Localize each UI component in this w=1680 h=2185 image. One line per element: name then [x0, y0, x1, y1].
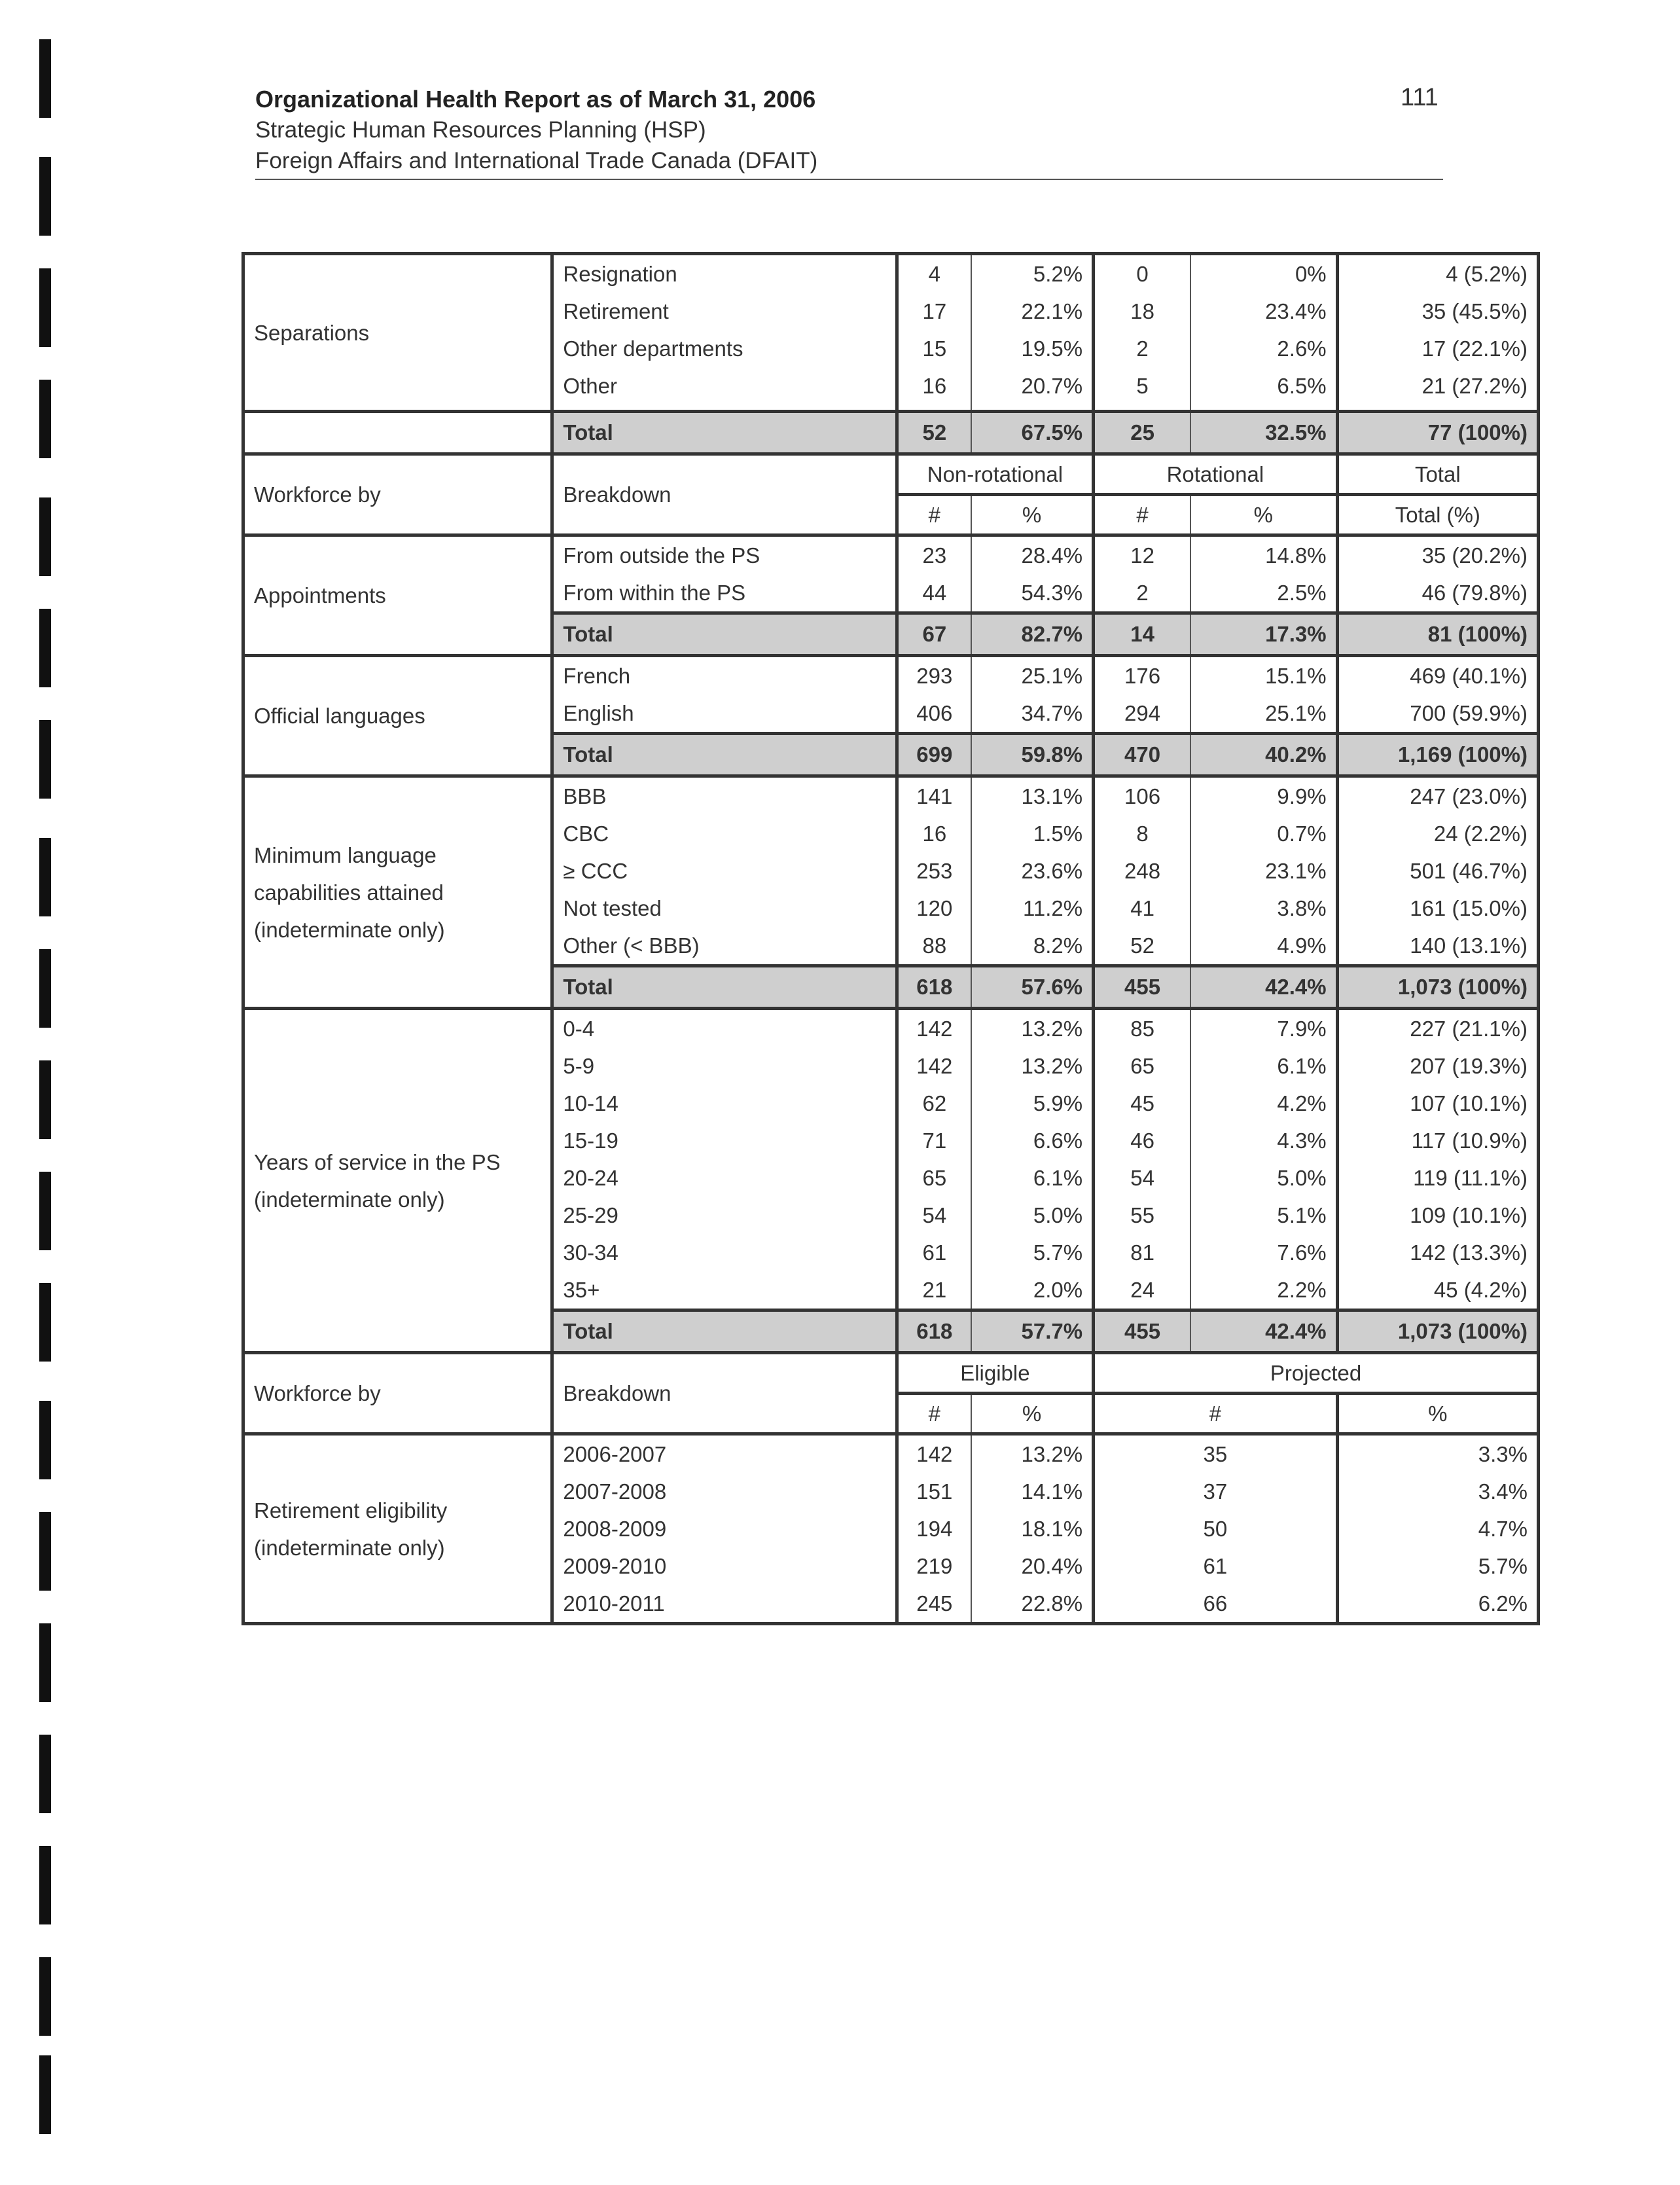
section-label-line: Separations: [254, 320, 370, 345]
breakdown-cell: From within the PS: [552, 574, 897, 613]
count-cell: 245: [897, 1585, 971, 1624]
total-percent: 57.7%: [971, 1310, 1094, 1353]
count-cell: 52: [1094, 927, 1190, 966]
total-count: 618: [897, 966, 971, 1009]
binding-hole: [39, 1060, 51, 1139]
page-header: [255, 84, 1443, 180]
breakdown-cell: Retirement: [552, 293, 897, 330]
page-number: 111: [1401, 84, 1439, 111]
section-label: [243, 535, 552, 656]
total-cell: 700 (59.9%): [1337, 695, 1538, 734]
percent-cell: 5.0%: [971, 1197, 1094, 1234]
percent-cell: 13.2%: [971, 1047, 1094, 1085]
total-cell: 46 (79.8%): [1337, 574, 1538, 613]
binding-hole: [39, 497, 51, 576]
percent-cell: 8.2%: [971, 927, 1094, 966]
binding-hole: [39, 157, 51, 236]
total-cell: 107 (10.1%): [1337, 1085, 1538, 1122]
table-row: [243, 776, 1539, 816]
total-cell: 161 (15.0%): [1337, 890, 1538, 927]
total-percent: 42.4%: [1190, 966, 1337, 1009]
breakdown-cell: 20-24: [552, 1159, 897, 1197]
gap-cell: [1094, 405, 1190, 412]
count-cell: 44: [897, 574, 971, 613]
section-label: [243, 1009, 552, 1353]
count-cell: 54: [897, 1197, 971, 1234]
percent-cell: 1.5%: [971, 815, 1094, 852]
percent-cell: 4.2%: [1190, 1085, 1337, 1122]
total-cell: 35 (45.5%): [1337, 293, 1538, 330]
percent-cell: 4.7%: [1337, 1510, 1538, 1547]
percent-cell: 9.9%: [1190, 776, 1337, 816]
section-label: [243, 254, 552, 412]
percent-cell: 6.6%: [971, 1122, 1094, 1159]
count-cell: 253: [897, 852, 971, 890]
breakdown-cell: English: [552, 695, 897, 734]
total-cell: 21 (27.2%): [1337, 367, 1538, 405]
count-cell: 142: [897, 1009, 971, 1048]
empty-cell: [243, 412, 552, 454]
percent-cell: 5.0%: [1190, 1159, 1337, 1197]
total-count: 455: [1094, 966, 1190, 1009]
report-title: Organizational Health Report as of March 31, 2006: [255, 86, 816, 113]
table-row: [243, 535, 1539, 575]
total-row: [243, 412, 1539, 454]
breakdown-cell: Other (< BBB): [552, 927, 897, 966]
percent-cell: 23.1%: [1190, 852, 1337, 890]
total-count: 25: [1094, 412, 1190, 454]
binding-hole: [39, 268, 51, 347]
breakdown-cell: BBB: [552, 776, 897, 816]
binding-hole: [39, 949, 51, 1028]
count-cell: 106: [1094, 776, 1190, 816]
total-cell: 45 (4.2%): [1337, 1271, 1538, 1310]
percent-cell: 20.7%: [971, 367, 1094, 405]
total-label: Total: [552, 966, 897, 1009]
percent-cell: 20.4%: [971, 1547, 1094, 1585]
binding-hole: [39, 1957, 51, 2036]
total-total: 81 (100%): [1337, 613, 1538, 656]
total-cell: 17 (22.1%): [1337, 330, 1538, 367]
section-label-line: Minimum language: [254, 842, 437, 867]
total-count: 618: [897, 1310, 971, 1353]
total-cell: 109 (10.1%): [1337, 1197, 1538, 1234]
count-cell: 0: [1094, 254, 1190, 293]
header-breakdown: Breakdown: [552, 454, 897, 535]
header-percent: %: [971, 1394, 1094, 1434]
section-label-line: (indeterminate only): [254, 917, 445, 942]
percent-cell: 6.5%: [1190, 367, 1337, 405]
percent-cell: 13.1%: [971, 776, 1094, 816]
count-cell: 141: [897, 776, 971, 816]
total-count: 67: [897, 613, 971, 656]
total-percent: 57.6%: [971, 966, 1094, 1009]
section-label-line: Appointments: [254, 583, 386, 607]
total-cell: 117 (10.9%): [1337, 1122, 1538, 1159]
header-total-percent: Total (%): [1337, 495, 1538, 535]
total-percent: 17.3%: [1190, 613, 1337, 656]
count-cell: 293: [897, 656, 971, 695]
header-breakdown: Breakdown: [552, 1353, 897, 1434]
count-cell: 54: [1094, 1159, 1190, 1197]
section-label: [243, 656, 552, 776]
count-cell: 88: [897, 927, 971, 966]
percent-cell: 23.4%: [1190, 293, 1337, 330]
percent-cell: 2.6%: [1190, 330, 1337, 367]
percent-cell: 5.7%: [971, 1234, 1094, 1271]
percent-cell: 22.1%: [971, 293, 1094, 330]
breakdown-cell: CBC: [552, 815, 897, 852]
breakdown-cell: 35+: [552, 1271, 897, 1310]
gap-cell: [1337, 405, 1538, 412]
gap-cell: [971, 405, 1094, 412]
total-count: 52: [897, 412, 971, 454]
percent-cell: 25.1%: [1190, 695, 1337, 734]
count-cell: 62: [897, 1085, 971, 1122]
binding-hole: [39, 1846, 51, 1924]
binding-hole: [39, 1283, 51, 1362]
total-count: 14: [1094, 613, 1190, 656]
count-cell: 194: [897, 1510, 971, 1547]
count-cell: 16: [897, 367, 971, 405]
header-eligible: Eligible: [897, 1353, 1093, 1394]
header-percent: %: [1190, 495, 1337, 535]
percent-cell: 6.1%: [1190, 1047, 1337, 1085]
binding-hole: [39, 39, 51, 118]
breakdown-cell: 0-4: [552, 1009, 897, 1048]
column-header-row: [243, 1353, 1539, 1394]
total-count: 455: [1094, 1310, 1190, 1353]
total-label: Total: [552, 412, 897, 454]
percent-cell: 5.9%: [971, 1085, 1094, 1122]
binding-hole: [39, 720, 51, 799]
section-label: [243, 776, 552, 1009]
section-label-line: (indeterminate only): [254, 1187, 445, 1212]
total-cell: 4 (5.2%): [1337, 254, 1538, 293]
percent-cell: 2.5%: [1190, 574, 1337, 613]
gap-cell: [897, 405, 971, 412]
count-cell: 50: [1094, 1510, 1338, 1547]
header-workforce-by: Workforce by: [243, 454, 552, 535]
total-total: 1,073 (100%): [1337, 966, 1538, 1009]
section-label: [243, 1434, 552, 1624]
binding-hole: [39, 609, 51, 687]
count-cell: 18: [1094, 293, 1190, 330]
total-cell: 140 (13.1%): [1337, 927, 1538, 966]
total-cell: 247 (23.0%): [1337, 776, 1538, 816]
count-cell: 219: [897, 1547, 971, 1585]
percent-cell: 5.1%: [1190, 1197, 1337, 1234]
total-label: Total: [552, 734, 897, 776]
count-cell: 15: [897, 330, 971, 367]
count-cell: 71: [897, 1122, 971, 1159]
count-cell: 142: [897, 1434, 971, 1473]
percent-cell: 13.2%: [971, 1434, 1094, 1473]
percent-cell: 22.8%: [971, 1585, 1094, 1624]
section-label-line: Official languages: [254, 704, 425, 728]
breakdown-cell: 2010-2011: [552, 1585, 897, 1624]
count-cell: 21: [897, 1271, 971, 1310]
percent-cell: 34.7%: [971, 695, 1094, 734]
count-cell: 55: [1094, 1197, 1190, 1234]
breakdown-cell: 30-34: [552, 1234, 897, 1271]
count-cell: 12: [1094, 535, 1190, 575]
percent-cell: 5.7%: [1337, 1547, 1538, 1585]
count-cell: 8: [1094, 815, 1190, 852]
binding-hole: [39, 1512, 51, 1591]
count-cell: 248: [1094, 852, 1190, 890]
header-projected: Projected: [1094, 1353, 1539, 1394]
percent-cell: 11.2%: [971, 890, 1094, 927]
percent-cell: 4.3%: [1190, 1122, 1337, 1159]
table-row: [243, 254, 1539, 293]
total-count: 470: [1094, 734, 1190, 776]
total-cell: 227 (21.1%): [1337, 1009, 1538, 1048]
total-cell: 119 (11.1%): [1337, 1159, 1538, 1197]
count-cell: 37: [1094, 1473, 1338, 1510]
workforce-table: [241, 252, 1540, 1625]
count-cell: 66: [1094, 1585, 1338, 1624]
count-cell: 17: [897, 293, 971, 330]
percent-cell: 6.1%: [971, 1159, 1094, 1197]
header-count: #: [1094, 1394, 1338, 1434]
count-cell: 16: [897, 815, 971, 852]
total-label: Total: [552, 613, 897, 656]
breakdown-cell: 2009-2010: [552, 1547, 897, 1585]
count-cell: 85: [1094, 1009, 1190, 1048]
count-cell: 35: [1094, 1434, 1338, 1473]
percent-cell: 3.3%: [1337, 1434, 1538, 1473]
total-cell: 207 (19.3%): [1337, 1047, 1538, 1085]
percent-cell: 3.4%: [1337, 1473, 1538, 1510]
binding-hole: [39, 1623, 51, 1702]
percent-cell: 7.6%: [1190, 1234, 1337, 1271]
percent-cell: 6.2%: [1337, 1585, 1538, 1624]
section-label-line: (indeterminate only): [254, 1535, 445, 1560]
header-count: #: [897, 1394, 971, 1434]
header-non-rotational: Non-rotational: [897, 454, 1093, 495]
section-label-line: Years of service in the PS: [254, 1149, 501, 1174]
percent-cell: 0%: [1190, 254, 1337, 293]
report-organization: Foreign Affairs and International Trade Canada (DFAIT): [255, 148, 818, 173]
breakdown-cell: Other: [552, 367, 897, 405]
total-label: Total: [552, 1310, 897, 1353]
count-cell: 65: [897, 1159, 971, 1197]
header-workforce-by: Workforce by: [243, 1353, 552, 1434]
count-cell: 24: [1094, 1271, 1190, 1310]
total-total: 1,073 (100%): [1337, 1310, 1538, 1353]
section-label-line: capabilities attained: [254, 880, 444, 905]
total-cell: 24 (2.2%): [1337, 815, 1538, 852]
report-subtitle: Strategic Human Resources Planning (HSP): [255, 117, 706, 143]
total-percent: 40.2%: [1190, 734, 1337, 776]
count-cell: 176: [1094, 656, 1190, 695]
percent-cell: 23.6%: [971, 852, 1094, 890]
total-cell: 142 (13.3%): [1337, 1234, 1538, 1271]
total-total: 77 (100%): [1337, 412, 1538, 454]
count-cell: 294: [1094, 695, 1190, 734]
percent-cell: 14.1%: [971, 1473, 1094, 1510]
header-total: Total: [1337, 454, 1538, 495]
percent-cell: 18.1%: [971, 1510, 1094, 1547]
count-cell: 61: [897, 1234, 971, 1271]
header-percent: %: [971, 495, 1094, 535]
table-row: [243, 1009, 1539, 1048]
table-row: [243, 1434, 1539, 1473]
total-cell: 501 (46.7%): [1337, 852, 1538, 890]
header-rotational: Rotational: [1094, 454, 1338, 495]
table-row: [243, 656, 1539, 695]
section-label-line: Retirement eligibility: [254, 1498, 448, 1523]
count-cell: 41: [1094, 890, 1190, 927]
percent-cell: 5.2%: [971, 254, 1094, 293]
percent-cell: 13.2%: [971, 1009, 1094, 1048]
count-cell: 142: [897, 1047, 971, 1085]
total-percent: 32.5%: [1190, 412, 1337, 454]
breakdown-cell: Not tested: [552, 890, 897, 927]
workforce-table-body: [243, 254, 1539, 1624]
count-cell: 2: [1094, 574, 1190, 613]
percent-cell: 7.9%: [1190, 1009, 1337, 1048]
binding-hole: [39, 838, 51, 916]
gap-cell: [552, 405, 897, 412]
count-cell: 120: [897, 890, 971, 927]
percent-cell: 0.7%: [1190, 815, 1337, 852]
header-percent: %: [1337, 1394, 1538, 1434]
percent-cell: 15.1%: [1190, 656, 1337, 695]
column-header-row: [243, 454, 1539, 495]
breakdown-cell: From outside the PS: [552, 535, 897, 575]
breakdown-cell: Resignation: [552, 254, 897, 293]
breakdown-cell: ≥ CCC: [552, 852, 897, 890]
breakdown-cell: Other departments: [552, 330, 897, 367]
binding-hole: [39, 1172, 51, 1250]
percent-cell: 25.1%: [971, 656, 1094, 695]
percent-cell: 4.9%: [1190, 927, 1337, 966]
total-percent: 42.4%: [1190, 1310, 1337, 1353]
total-percent: 82.7%: [971, 613, 1094, 656]
binding-hole: [39, 1401, 51, 1479]
count-cell: 5: [1094, 367, 1190, 405]
breakdown-cell: French: [552, 656, 897, 695]
binding-hole: [39, 2055, 51, 2134]
breakdown-cell: 15-19: [552, 1122, 897, 1159]
total-cell: 35 (20.2%): [1337, 535, 1538, 575]
breakdown-cell: 2008-2009: [552, 1510, 897, 1547]
header-count: #: [1094, 495, 1190, 535]
binding-hole: [39, 1735, 51, 1813]
breakdown-cell: 25-29: [552, 1197, 897, 1234]
count-cell: 45: [1094, 1085, 1190, 1122]
percent-cell: 2.2%: [1190, 1271, 1337, 1310]
count-cell: 2: [1094, 330, 1190, 367]
breakdown-cell: 5-9: [552, 1047, 897, 1085]
total-percent: 67.5%: [971, 412, 1094, 454]
total-total: 1,169 (100%): [1337, 734, 1538, 776]
count-cell: 4: [897, 254, 971, 293]
percent-cell: 3.8%: [1190, 890, 1337, 927]
breakdown-cell: 2007-2008: [552, 1473, 897, 1510]
count-cell: 406: [897, 695, 971, 734]
total-count: 699: [897, 734, 971, 776]
binding-holes: [39, 39, 59, 2134]
breakdown-cell: 2006-2007: [552, 1434, 897, 1473]
percent-cell: 54.3%: [971, 574, 1094, 613]
count-cell: 46: [1094, 1122, 1190, 1159]
header-count: #: [897, 495, 971, 535]
count-cell: 151: [897, 1473, 971, 1510]
gap-cell: [1190, 405, 1337, 412]
breakdown-cell: 10-14: [552, 1085, 897, 1122]
total-percent: 59.8%: [971, 734, 1094, 776]
percent-cell: 28.4%: [971, 535, 1094, 575]
count-cell: 61: [1094, 1547, 1338, 1585]
binding-hole: [39, 380, 51, 458]
total-cell: 469 (40.1%): [1337, 656, 1538, 695]
percent-cell: 2.0%: [971, 1271, 1094, 1310]
percent-cell: 14.8%: [1190, 535, 1337, 575]
count-cell: 81: [1094, 1234, 1190, 1271]
count-cell: 23: [897, 535, 971, 575]
count-cell: 65: [1094, 1047, 1190, 1085]
percent-cell: 19.5%: [971, 330, 1094, 367]
